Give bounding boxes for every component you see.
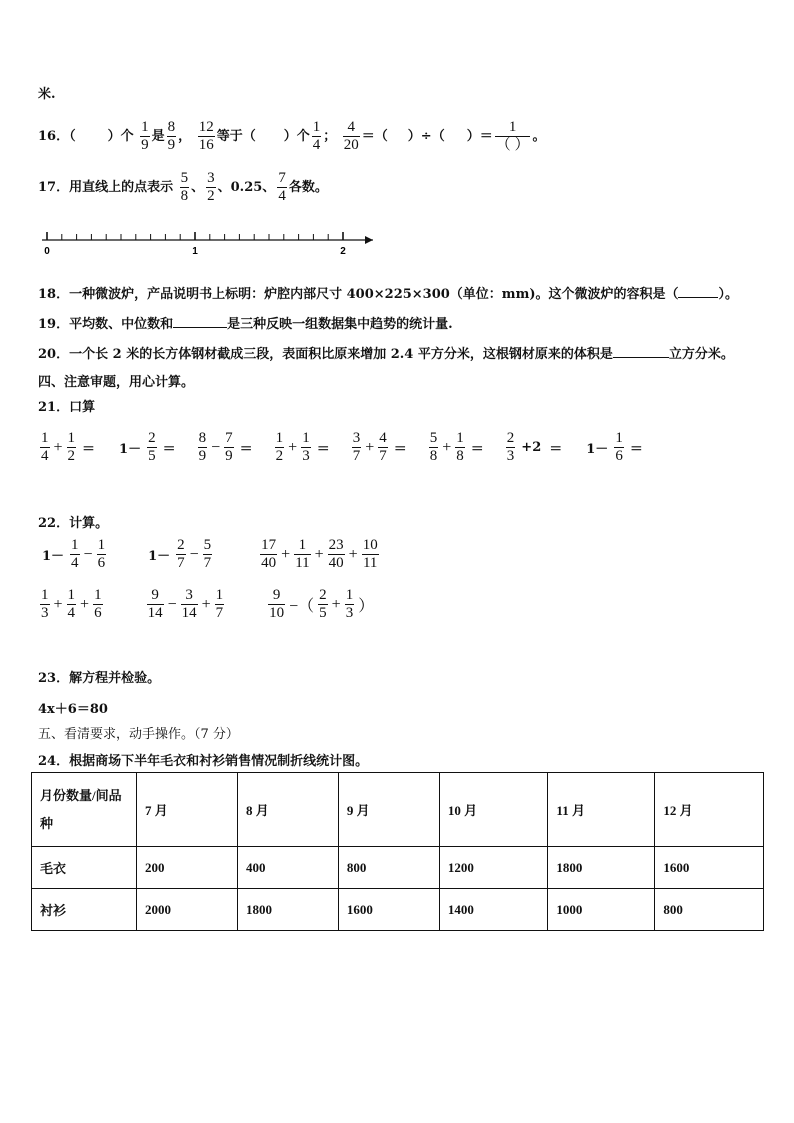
fraction	[67, 587, 77, 622]
fraction	[378, 430, 388, 465]
denominator: 5	[148, 448, 156, 464]
q16-text: 等于（	[216, 129, 256, 144]
table-cell: 400	[237, 847, 338, 889]
row-label: 毛衣	[32, 847, 137, 889]
fraction	[40, 430, 50, 465]
equals-sign: ＝	[549, 442, 563, 457]
numerator: 7	[225, 430, 233, 446]
equals-sign: ＝	[239, 442, 253, 457]
sales-table	[31, 772, 764, 931]
q22-label: 22．计算。	[38, 516, 109, 531]
question-16	[38, 119, 546, 154]
numerator: 1	[71, 537, 79, 553]
fraction: $\frac{4}{20}$	[343, 119, 359, 153]
q23-label: 23．解方程并检验。	[38, 671, 161, 686]
q17-suffix: 各数。	[288, 180, 328, 195]
answer-blank[interactable]	[678, 297, 718, 298]
top-fragment: 米.	[38, 87, 56, 102]
numerator: 1	[41, 587, 49, 603]
numerator: 1	[275, 430, 284, 446]
fraction	[67, 430, 77, 465]
equals-sign: ＝	[470, 442, 484, 457]
equals-sign: ＝	[393, 442, 407, 457]
denominator: 7	[379, 448, 387, 464]
numerator: 3	[181, 587, 198, 605]
number-line-label: 1	[192, 246, 198, 257]
q21-label: 21．口算	[38, 400, 96, 415]
denominator: 8	[456, 448, 464, 464]
q20-end: 立方分米。	[668, 347, 734, 362]
q17-prompt: 17．用直线上的点表示	[38, 180, 174, 195]
q20-text: 20．一个长 2 米的长方体钢材截成三段，表面积比原来增加 2.4 平方分米，这根钢材原来的体积是	[38, 347, 613, 362]
table-cell: 200	[137, 847, 238, 889]
q24-label: 24．根据商场下半年毛衣和衬衫销售情况制折线统计图。	[38, 754, 369, 769]
denominator: 11	[295, 555, 310, 571]
operator: +	[348, 545, 358, 563]
denominator: 7	[215, 605, 224, 621]
fraction	[203, 537, 213, 572]
calc-expression	[38, 587, 105, 622]
q16-text: ）个	[283, 129, 310, 144]
table-cell: 800	[338, 847, 439, 889]
numerator: 1	[94, 587, 102, 603]
operator: +	[288, 438, 298, 456]
numerator: 5	[429, 430, 438, 446]
numerator: 1	[215, 587, 224, 603]
fraction	[40, 587, 50, 622]
fraction	[215, 587, 225, 622]
denominator: 7	[203, 555, 212, 571]
fraction	[455, 430, 465, 465]
fraction	[506, 430, 516, 465]
answer-blank[interactable]	[173, 327, 227, 328]
header-cell: 8 月	[237, 773, 338, 847]
denominator: 4	[67, 605, 76, 621]
mental-calc-item	[427, 430, 488, 465]
operator: −（	[289, 598, 315, 615]
mental-calc-item	[196, 430, 257, 465]
numerator: 1	[345, 587, 354, 603]
q22-row-2	[38, 587, 376, 622]
fraction: $\frac{12}{16}$	[198, 119, 214, 153]
table-cell: 1400	[439, 889, 548, 931]
denominator: 9	[198, 448, 207, 464]
calc-expression	[38, 537, 108, 572]
equals-sign: ＝	[162, 442, 176, 457]
denominator: 2	[67, 448, 76, 464]
header-cell: 9 月	[338, 773, 439, 847]
numerator: 10	[362, 537, 378, 553]
fraction	[614, 430, 624, 465]
table-header-row	[32, 773, 764, 847]
number-line-label: 0	[44, 246, 50, 257]
fraction	[147, 430, 157, 465]
denominator: 14	[181, 605, 197, 621]
denominator: 9	[225, 448, 233, 464]
numerator: 1	[294, 537, 310, 555]
numerator: 2	[319, 587, 327, 603]
table-cell: 1000	[548, 889, 655, 931]
answer-blank[interactable]	[613, 357, 669, 358]
numerator: 1	[67, 430, 76, 446]
table-cell: 1200	[439, 847, 548, 889]
denominator: 4	[41, 448, 49, 464]
numerator: 3	[352, 430, 361, 446]
table-row	[32, 889, 764, 931]
operator: −	[167, 595, 177, 613]
numerator: 1	[41, 430, 49, 446]
table-cell: 800	[655, 889, 764, 931]
operator: −	[83, 545, 93, 563]
header-cell: 11 月	[548, 773, 655, 847]
equals-sign: ＝	[316, 442, 330, 457]
q21-expressions	[38, 430, 663, 465]
numerator: 9	[147, 587, 164, 605]
denominator: 10	[269, 605, 285, 621]
header-cell: 月份数量/间品种	[32, 773, 137, 847]
denominator: 40	[328, 555, 344, 571]
operator: +	[314, 545, 324, 563]
denominator: 3	[41, 605, 49, 621]
header-cell: 10 月	[439, 773, 548, 847]
question-20	[38, 343, 734, 362]
lead: 1－	[119, 442, 142, 457]
operator: +	[365, 438, 375, 456]
equals-sign: ＝	[629, 442, 643, 457]
mental-calc-item	[38, 430, 99, 465]
fraction	[268, 587, 285, 622]
table-cell: 1800	[237, 889, 338, 931]
operator: ）	[358, 598, 375, 615]
fraction	[352, 430, 362, 465]
q16-text: ）个	[107, 129, 134, 144]
fraction	[224, 430, 234, 465]
fraction	[198, 430, 208, 465]
numerator: 1	[615, 430, 623, 446]
fraction: $\frac{1}{( )}$	[495, 119, 530, 153]
numerator: 9	[268, 587, 285, 605]
q19-text: 19．平均数、中位数和	[38, 317, 174, 332]
denominator: 8	[429, 448, 438, 464]
operator: +	[331, 595, 341, 613]
separator: 、0.25、	[217, 180, 276, 195]
table-cell: 2000	[137, 889, 238, 931]
fraction	[429, 430, 439, 465]
q16-text: ）＝	[466, 129, 493, 144]
number-line-label: 2	[340, 246, 346, 257]
q16-text: ，	[178, 129, 192, 144]
operator: +	[53, 438, 63, 456]
operator: +	[201, 595, 211, 613]
q18-text: 18．一种微波炉，产品说明书上标明：炉腔内部尺寸 400×225×300（单位：mm)。这个微波炉的容积是（	[38, 287, 679, 302]
fraction: $\frac{3}{2}$	[207, 170, 215, 204]
numerator: 8	[198, 430, 207, 446]
fraction	[70, 537, 80, 572]
denominator: 3	[302, 448, 310, 464]
row-label: 衬衫	[32, 889, 137, 931]
denominator: 6	[94, 605, 102, 621]
numerator: 17	[261, 537, 277, 553]
mental-calc-item	[504, 430, 566, 465]
table-row	[32, 847, 764, 889]
fraction	[93, 587, 103, 622]
mental-calc-item	[115, 430, 180, 465]
denominator: 6	[97, 555, 106, 571]
equals-sign: ＝	[82, 442, 96, 457]
numerator: 5	[203, 537, 212, 553]
fraction	[97, 537, 107, 572]
operator: +	[80, 595, 90, 613]
lead: 1－	[42, 549, 65, 564]
operator: −	[189, 545, 199, 563]
fraction	[181, 587, 198, 622]
tail: +2	[521, 440, 542, 455]
calc-expression	[266, 587, 376, 622]
denominator: 4	[71, 555, 79, 571]
fraction	[147, 587, 164, 622]
question-17	[38, 170, 328, 205]
fraction: $\frac{5}{8}$	[180, 170, 189, 204]
fraction	[362, 537, 379, 572]
q19-end: 是三种反映一组数据集中趋势的统计量.	[227, 317, 453, 332]
numerator: 2	[177, 537, 185, 553]
operator: −	[211, 438, 221, 456]
separator: 、	[191, 180, 205, 195]
denominator: 7	[352, 448, 361, 464]
numerator: 2	[148, 430, 156, 446]
denominator: 3	[345, 605, 354, 621]
denominator: 2	[275, 448, 284, 464]
q16-text: 。	[532, 129, 546, 144]
denominator: 40	[261, 555, 277, 571]
q16-text: ；	[323, 129, 337, 144]
q16-num: 16．（	[38, 129, 76, 144]
denominator: 6	[615, 448, 623, 464]
header-cell: 12 月	[655, 773, 764, 847]
question-19	[38, 313, 453, 332]
lead: 1－	[586, 442, 609, 457]
numerator: 1	[456, 430, 464, 446]
q16-text: ＝（	[361, 129, 388, 144]
header-cell: 7 月	[137, 773, 238, 847]
fraction	[345, 587, 355, 622]
fraction	[176, 537, 186, 572]
table-cell: 1800	[548, 847, 655, 889]
fraction	[275, 430, 285, 465]
q23-equation: 4x＋6＝80	[38, 702, 108, 717]
operator: +	[53, 595, 63, 613]
fraction	[328, 537, 345, 572]
numerator: 23	[328, 537, 344, 553]
q18-end: ）。	[718, 287, 738, 302]
numerator: 1	[97, 537, 106, 553]
fraction: $\frac{8}{9}$	[167, 119, 176, 153]
mental-calc-item	[350, 430, 411, 465]
fraction	[318, 587, 328, 622]
numerator: 2	[506, 430, 515, 446]
section-five-heading: 五、看清要求，动手操作。（7 分）	[38, 727, 239, 742]
denominator: 3	[506, 448, 515, 464]
fraction: $\frac{1}{4}$	[312, 119, 321, 153]
q16-text: ）÷（	[407, 129, 445, 144]
numerator: 1	[67, 587, 76, 603]
numerator: 1	[302, 430, 310, 446]
fraction	[301, 430, 311, 465]
arrow-icon	[365, 236, 373, 244]
denominator: 11	[362, 555, 378, 571]
question-18	[38, 283, 738, 302]
fraction: $\frac{1}{9}$	[141, 119, 149, 153]
operator: +	[442, 438, 452, 456]
denominator: 14	[147, 605, 163, 621]
operator: +	[281, 545, 291, 563]
fraction: $\frac{7}{4}$	[278, 170, 286, 204]
q22-row-1	[38, 537, 381, 572]
denominator: 5	[319, 605, 327, 621]
denominator: 7	[177, 555, 185, 571]
table-cell: 1600	[655, 847, 764, 889]
mental-calc-item	[582, 430, 647, 465]
numerator: 4	[379, 430, 387, 446]
calc-expression	[145, 587, 227, 622]
lead: 1－	[148, 549, 171, 564]
number-line	[40, 228, 390, 262]
fraction	[294, 537, 310, 572]
table-cell: 1600	[338, 889, 439, 931]
calc-expression	[144, 537, 214, 572]
fraction	[260, 537, 277, 572]
calc-expression	[258, 537, 381, 572]
mental-calc-item	[273, 430, 334, 465]
q16-text: 是	[151, 129, 165, 144]
section-four-heading: 四、注意审题，用心计算。	[38, 375, 195, 390]
